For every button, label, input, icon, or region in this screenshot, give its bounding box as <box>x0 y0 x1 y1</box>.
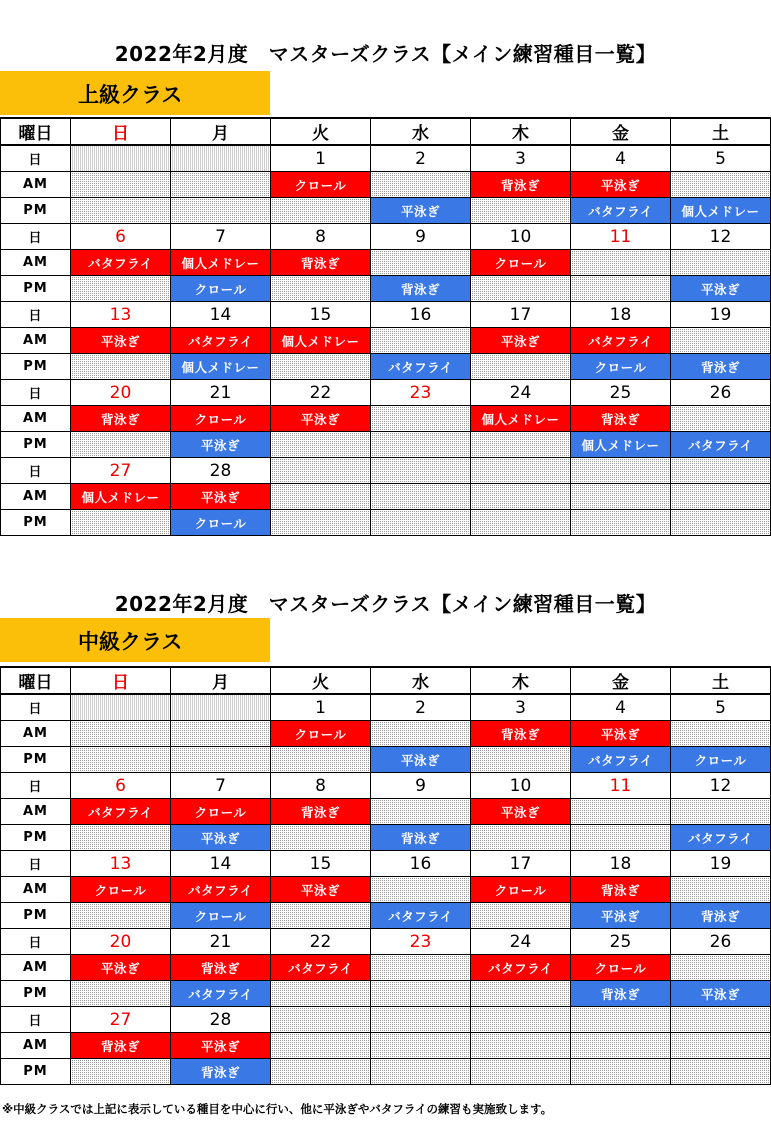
weekday-header: 土 <box>671 667 771 694</box>
am-event-cell: クロール <box>71 877 171 903</box>
row-label-am: AM <box>1 955 71 981</box>
empty-cell <box>571 825 671 851</box>
class-name-advanced: 上級クラス <box>78 83 183 107</box>
pm-event-cell: 個人メドレー <box>571 432 671 458</box>
row-label-pm: PM <box>1 432 71 458</box>
date-cell: 17 <box>471 302 571 328</box>
date-cell <box>171 694 271 721</box>
date-cell: 7 <box>171 773 271 799</box>
class-name-intermediate: 中級クラス <box>78 630 183 654</box>
am-event-cell: バタフライ <box>171 877 271 903</box>
date-cell: 5 <box>671 145 771 172</box>
date-cell: 16 <box>371 851 471 877</box>
am-event-cell: バタフライ <box>571 328 671 354</box>
date-cell: 10 <box>471 224 571 250</box>
empty-cell <box>571 250 671 276</box>
date-cell: 23 <box>371 929 471 955</box>
row-label-am: AM <box>1 1033 71 1059</box>
date-cell: 5 <box>671 694 771 721</box>
empty-cell <box>571 1033 671 1059</box>
pm-event-cell: バタフライ <box>671 825 771 851</box>
weekday-header: 金 <box>571 118 671 145</box>
row-label-am: AM <box>1 172 71 198</box>
pm-event-cell: クロール <box>671 747 771 773</box>
date-cell: 20 <box>71 929 171 955</box>
empty-cell <box>371 1059 471 1085</box>
weekday-header: 月 <box>171 667 271 694</box>
empty-cell <box>271 903 371 929</box>
pm-event-cell: 背泳ぎ <box>671 903 771 929</box>
am-event-cell: 背泳ぎ <box>571 877 671 903</box>
date-cell: 1 <box>271 694 371 721</box>
am-event-cell: 個人メドレー <box>171 250 271 276</box>
date-cell: 2 <box>371 694 471 721</box>
date-cell <box>571 458 671 484</box>
empty-cell <box>671 406 771 432</box>
pm-event-cell: 背泳ぎ <box>371 276 471 302</box>
am-event-cell: 背泳ぎ <box>471 172 571 198</box>
empty-cell <box>471 747 571 773</box>
pm-event-cell: 平泳ぎ <box>171 432 271 458</box>
date-cell <box>471 1007 571 1033</box>
date-cell <box>271 458 371 484</box>
weekday-header: 日 <box>71 667 171 694</box>
date-cell: 14 <box>171 851 271 877</box>
am-event-cell: バタフライ <box>271 955 371 981</box>
section-title-intermediate: 2022年2月度 マスターズクラス【メイン練習種目一覧】 <box>114 592 657 616</box>
empty-cell <box>371 955 471 981</box>
date-cell: 27 <box>71 1007 171 1033</box>
pm-event-cell: 平泳ぎ <box>171 825 271 851</box>
am-event-cell: 平泳ぎ <box>271 406 371 432</box>
empty-cell <box>471 1033 571 1059</box>
class-label-bar-advanced <box>0 71 270 115</box>
date-cell: 8 <box>271 224 371 250</box>
weekday-header: 水 <box>371 667 471 694</box>
row-label-date: 日 <box>1 224 71 250</box>
empty-cell <box>271 825 371 851</box>
empty-cell <box>271 1059 371 1085</box>
am-event-cell: 背泳ぎ <box>71 406 171 432</box>
empty-cell <box>371 172 471 198</box>
row-label-date: 日 <box>1 694 71 721</box>
empty-cell <box>471 354 571 380</box>
am-event-cell: クロール <box>471 250 571 276</box>
date-cell: 18 <box>571 302 671 328</box>
pm-event-cell: 背泳ぎ <box>571 981 671 1007</box>
empty-cell <box>371 432 471 458</box>
date-cell <box>371 458 471 484</box>
empty-cell <box>671 877 771 903</box>
date-cell: 22 <box>271 380 371 406</box>
weekday-header: 火 <box>271 667 371 694</box>
date-cell: 3 <box>471 694 571 721</box>
pm-event-cell: 平泳ぎ <box>671 981 771 1007</box>
weekday-header: 日 <box>71 118 171 145</box>
pm-event-cell: バタフライ <box>371 354 471 380</box>
row-label-am: AM <box>1 799 71 825</box>
pm-event-cell: バタフライ <box>571 747 671 773</box>
empty-cell <box>71 432 171 458</box>
am-event-cell: 平泳ぎ <box>471 799 571 825</box>
date-cell <box>371 1007 471 1033</box>
empty-cell <box>71 510 171 536</box>
date-cell: 28 <box>171 1007 271 1033</box>
empty-cell <box>171 747 271 773</box>
date-cell: 25 <box>571 380 671 406</box>
empty-cell <box>471 1059 571 1085</box>
am-event-cell: バタフライ <box>71 250 171 276</box>
am-event-cell: 背泳ぎ <box>71 1033 171 1059</box>
weekday-header: 金 <box>571 667 671 694</box>
row-label-date: 日 <box>1 773 71 799</box>
am-event-cell: 背泳ぎ <box>271 250 371 276</box>
date-cell: 9 <box>371 224 471 250</box>
empty-cell <box>471 981 571 1007</box>
empty-cell <box>171 721 271 747</box>
empty-cell <box>671 799 771 825</box>
row-label-am: AM <box>1 877 71 903</box>
date-cell: 15 <box>271 851 371 877</box>
empty-cell <box>71 354 171 380</box>
am-event-cell: クロール <box>271 172 371 198</box>
am-event-cell: 平泳ぎ <box>571 721 671 747</box>
empty-cell <box>471 825 571 851</box>
date-cell: 11 <box>571 773 671 799</box>
row-label-date: 日 <box>1 380 71 406</box>
row-label-pm: PM <box>1 825 71 851</box>
weekday-header-label: 曜日 <box>1 118 71 145</box>
am-event-cell: 個人メドレー <box>471 406 571 432</box>
date-cell <box>671 458 771 484</box>
date-cell: 26 <box>671 929 771 955</box>
empty-cell <box>71 825 171 851</box>
empty-cell <box>671 484 771 510</box>
weekday-header: 水 <box>371 118 471 145</box>
am-event-cell: 背泳ぎ <box>271 799 371 825</box>
am-event-cell: クロール <box>171 799 271 825</box>
empty-cell <box>271 747 371 773</box>
empty-cell <box>371 877 471 903</box>
weekday-header: 月 <box>171 118 271 145</box>
empty-cell <box>71 198 171 224</box>
pm-event-cell: バタフライ <box>571 198 671 224</box>
am-event-cell: 背泳ぎ <box>471 721 571 747</box>
empty-cell <box>271 432 371 458</box>
weekday-header: 木 <box>471 118 571 145</box>
section-title-advanced: 2022年2月度 マスターズクラス【メイン練習種目一覧】 <box>114 42 657 66</box>
row-label-pm: PM <box>1 198 71 224</box>
empty-cell <box>371 799 471 825</box>
empty-cell <box>671 510 771 536</box>
empty-cell <box>671 172 771 198</box>
row-label-am: AM <box>1 406 71 432</box>
date-cell: 25 <box>571 929 671 955</box>
am-event-cell: バタフライ <box>71 799 171 825</box>
date-cell: 21 <box>171 380 271 406</box>
empty-cell <box>71 276 171 302</box>
empty-cell <box>171 172 271 198</box>
am-event-cell: 平泳ぎ <box>71 328 171 354</box>
empty-cell <box>371 484 471 510</box>
empty-cell <box>71 747 171 773</box>
am-event-cell: 個人メドレー <box>271 328 371 354</box>
pm-event-cell: 平泳ぎ <box>371 747 471 773</box>
empty-cell <box>371 406 471 432</box>
empty-cell <box>271 198 371 224</box>
empty-cell <box>271 981 371 1007</box>
date-cell: 23 <box>371 380 471 406</box>
row-label-pm: PM <box>1 1059 71 1085</box>
empty-cell <box>671 1059 771 1085</box>
am-event-cell: バタフライ <box>171 328 271 354</box>
date-cell: 21 <box>171 929 271 955</box>
date-cell: 12 <box>671 224 771 250</box>
empty-cell <box>571 799 671 825</box>
date-cell: 28 <box>171 458 271 484</box>
schedule-table-intermediate <box>0 666 771 1085</box>
date-cell: 13 <box>71 851 171 877</box>
date-cell: 26 <box>671 380 771 406</box>
date-cell: 1 <box>271 145 371 172</box>
date-cell: 6 <box>71 224 171 250</box>
date-cell: 7 <box>171 224 271 250</box>
row-label-date: 日 <box>1 851 71 877</box>
empty-cell <box>71 1059 171 1085</box>
date-cell: 9 <box>371 773 471 799</box>
empty-cell <box>371 721 471 747</box>
am-event-cell: 平泳ぎ <box>471 328 571 354</box>
row-label-am: AM <box>1 328 71 354</box>
empty-cell <box>371 1033 471 1059</box>
empty-cell <box>671 955 771 981</box>
date-cell: 11 <box>571 224 671 250</box>
date-cell: 13 <box>71 302 171 328</box>
pm-event-cell: クロール <box>171 276 271 302</box>
date-cell: 16 <box>371 302 471 328</box>
am-event-cell: 平泳ぎ <box>171 1033 271 1059</box>
empty-cell <box>71 903 171 929</box>
pm-event-cell: 平泳ぎ <box>371 198 471 224</box>
empty-cell <box>371 250 471 276</box>
empty-cell <box>571 276 671 302</box>
date-cell: 24 <box>471 929 571 955</box>
date-cell: 17 <box>471 851 571 877</box>
am-event-cell: クロール <box>271 721 371 747</box>
empty-cell <box>71 172 171 198</box>
date-cell: 2 <box>371 145 471 172</box>
empty-cell <box>371 510 471 536</box>
date-cell: 27 <box>71 458 171 484</box>
date-cell: 8 <box>271 773 371 799</box>
empty-cell <box>671 721 771 747</box>
date-cell: 19 <box>671 302 771 328</box>
am-event-cell: バタフライ <box>471 955 571 981</box>
date-cell: 12 <box>671 773 771 799</box>
empty-cell <box>571 1059 671 1085</box>
empty-cell <box>371 981 471 1007</box>
date-cell: 3 <box>471 145 571 172</box>
am-event-cell: クロール <box>571 955 671 981</box>
date-cell <box>71 145 171 172</box>
class-label-bar-intermediate <box>0 618 270 662</box>
empty-cell <box>271 276 371 302</box>
pm-event-cell: 背泳ぎ <box>371 825 471 851</box>
date-cell <box>171 145 271 172</box>
pm-event-cell: 背泳ぎ <box>171 1059 271 1085</box>
pm-event-cell: 個人メドレー <box>171 354 271 380</box>
am-event-cell: 個人メドレー <box>71 484 171 510</box>
date-cell <box>671 1007 771 1033</box>
date-cell: 4 <box>571 694 671 721</box>
empty-cell <box>71 981 171 1007</box>
am-event-cell: 平泳ぎ <box>271 877 371 903</box>
empty-cell <box>471 484 571 510</box>
empty-cell <box>271 510 371 536</box>
row-label-date: 日 <box>1 929 71 955</box>
date-cell <box>271 1007 371 1033</box>
pm-event-cell: 個人メドレー <box>671 198 771 224</box>
empty-cell <box>471 903 571 929</box>
empty-cell <box>71 721 171 747</box>
empty-cell <box>671 328 771 354</box>
weekday-header: 木 <box>471 667 571 694</box>
empty-cell <box>171 198 271 224</box>
row-label-pm: PM <box>1 747 71 773</box>
pm-event-cell: バタフライ <box>171 981 271 1007</box>
pm-event-cell: バタフライ <box>671 432 771 458</box>
row-label-pm: PM <box>1 510 71 536</box>
row-label-date: 日 <box>1 458 71 484</box>
am-event-cell: クロール <box>471 877 571 903</box>
pm-event-cell: 平泳ぎ <box>671 276 771 302</box>
empty-cell <box>571 484 671 510</box>
row-label-pm: PM <box>1 276 71 302</box>
row-label-date: 日 <box>1 302 71 328</box>
empty-cell <box>471 276 571 302</box>
pm-event-cell: 平泳ぎ <box>571 903 671 929</box>
date-cell <box>471 458 571 484</box>
am-event-cell: 平泳ぎ <box>571 172 671 198</box>
empty-cell <box>371 328 471 354</box>
empty-cell <box>571 510 671 536</box>
row-label-date: 日 <box>1 145 71 172</box>
date-cell: 18 <box>571 851 671 877</box>
empty-cell <box>271 484 371 510</box>
empty-cell <box>671 250 771 276</box>
weekday-header: 火 <box>271 118 371 145</box>
empty-cell <box>471 510 571 536</box>
date-cell: 4 <box>571 145 671 172</box>
row-label-am: AM <box>1 721 71 747</box>
row-label-pm: PM <box>1 903 71 929</box>
am-event-cell: 背泳ぎ <box>571 406 671 432</box>
am-event-cell: 背泳ぎ <box>171 955 271 981</box>
pm-event-cell: バタフライ <box>371 903 471 929</box>
empty-cell <box>471 432 571 458</box>
date-cell: 14 <box>171 302 271 328</box>
date-cell: 19 <box>671 851 771 877</box>
date-cell: 24 <box>471 380 571 406</box>
pm-event-cell: 背泳ぎ <box>671 354 771 380</box>
empty-cell <box>471 198 571 224</box>
pm-event-cell: クロール <box>171 510 271 536</box>
weekday-header-label: 曜日 <box>1 667 71 694</box>
date-cell <box>571 1007 671 1033</box>
empty-cell <box>271 354 371 380</box>
pm-event-cell: クロール <box>571 354 671 380</box>
date-cell: 10 <box>471 773 571 799</box>
am-event-cell: 平泳ぎ <box>171 484 271 510</box>
row-label-date: 日 <box>1 1007 71 1033</box>
date-cell: 22 <box>271 929 371 955</box>
row-label-am: AM <box>1 484 71 510</box>
footnote: ※中級クラスでは上記に表示している種目を中心に行い、他に平泳ぎやバタフライの練習も実施致します。 <box>2 1102 553 1116</box>
am-event-cell: クロール <box>171 406 271 432</box>
empty-cell <box>671 1033 771 1059</box>
row-label-am: AM <box>1 250 71 276</box>
pm-event-cell: クロール <box>171 903 271 929</box>
row-label-pm: PM <box>1 354 71 380</box>
date-cell <box>71 694 171 721</box>
empty-cell <box>271 1033 371 1059</box>
weekday-header: 土 <box>671 118 771 145</box>
date-cell: 20 <box>71 380 171 406</box>
row-label-pm: PM <box>1 981 71 1007</box>
date-cell: 15 <box>271 302 371 328</box>
schedule-table-advanced <box>0 117 771 536</box>
date-cell: 6 <box>71 773 171 799</box>
am-event-cell: 平泳ぎ <box>71 955 171 981</box>
